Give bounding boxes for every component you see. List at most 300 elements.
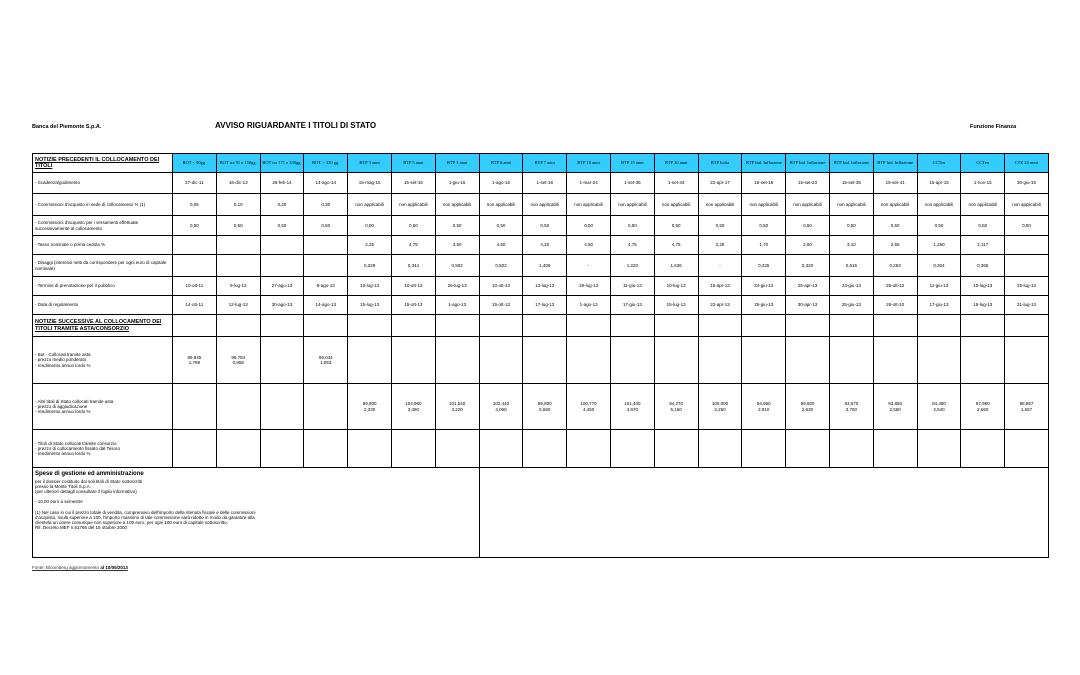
table-cell: non applicabili (391, 194, 435, 216)
table-cell: 0,304 (917, 255, 961, 277)
table-cell: 26-feb-14 (260, 173, 304, 194)
table-cell: non applicabili (348, 194, 392, 216)
table-cell (1005, 337, 1049, 384)
cell-yield: 3,490 (407, 406, 420, 412)
row-label: - Data di regolamento (33, 296, 173, 315)
table-cell (216, 384, 260, 430)
table-cell: - (698, 255, 742, 277)
table-cell (873, 315, 917, 337)
cell-price: 99,600 (800, 401, 815, 407)
cell-price: 100,770 (580, 401, 597, 407)
table-cell (917, 384, 961, 430)
table-cell: 17-giu-13 (917, 296, 961, 315)
row-label: - Commissioni d'acquisto in sede di collocamento % (1) (33, 194, 173, 216)
table-cell: 15-set-35 (829, 173, 873, 194)
cell-yield: 4,670 (626, 406, 638, 412)
cell-price: 101,540 (449, 401, 466, 407)
table-cell (348, 384, 392, 430)
table-cell (304, 384, 348, 430)
spese-line: (per ulteriori dettagli consultare il foglio informativo) (35, 489, 137, 495)
table-cell: 24-giu-13 (829, 277, 873, 296)
row-label-line: - prezzo di aggiudicazione (35, 403, 88, 409)
table-cell: 0,328 (348, 255, 392, 277)
table-cell: 0,515 (829, 255, 873, 277)
table-row (33, 337, 1049, 384)
row-label-line: - Altri titoli di Stato collocati tramite asta (35, 398, 114, 404)
table-cell: 0,10 (216, 194, 260, 216)
table-cell: non applicabili (523, 194, 567, 216)
source-date: al 10/05/2013 (100, 565, 128, 570)
table-cell (786, 384, 830, 430)
cell-yield: 3,220 (451, 406, 463, 412)
table-cell (610, 337, 654, 384)
table-cell (173, 337, 217, 384)
table-cell: non applicabili (479, 194, 523, 216)
table-cell: 14-ott-11 (173, 296, 217, 315)
column-header: BTP 30 anni (654, 154, 698, 173)
table-cell: 0,344 (391, 255, 435, 277)
column-header: BOT tra 171 e 330gg. (260, 154, 304, 173)
table-cell (216, 255, 260, 277)
table-row (33, 430, 1049, 468)
cell-price: 94,270 (669, 401, 684, 407)
table-cell (173, 315, 217, 337)
table-cell: 15-ott-13 (479, 296, 523, 315)
table-row (33, 173, 1049, 194)
table-cell: 2,55 (873, 236, 917, 255)
table-cell (786, 430, 830, 468)
table-cell: 0,50 (567, 216, 611, 236)
table-cell (654, 315, 698, 337)
table-cell: 22-apr-17 (698, 173, 742, 194)
table-cell: 4,50 (479, 236, 523, 255)
table-cell: 15-mag-16 (348, 173, 392, 194)
table-cell (742, 430, 786, 468)
table-cell (610, 384, 654, 430)
cell-yield: 0,858 (232, 360, 244, 365)
table-cell: 0,50 (873, 216, 917, 236)
footnote-line: clientela un onere comunque non superiore a 100 euro, per ogni 100 euro di capitale sottoscritto. (35, 519, 228, 525)
cell-price: 99,784 (231, 354, 246, 360)
row-label-line: - rendimento annuo lordo % (35, 451, 91, 457)
table-cell (435, 315, 479, 337)
table-cell (698, 430, 742, 468)
cell-price: 98,857 (1019, 401, 1034, 407)
column-header: BTP 3 anni (348, 154, 392, 173)
cell-yield: 2,250 (714, 406, 726, 412)
table-cell (654, 337, 698, 384)
row-label: - Tasso nominale o prima cedola % (33, 236, 173, 255)
table-cell: non applicabili (829, 194, 873, 216)
column-header: BTP Ind. Inflazione (873, 154, 917, 173)
row-label-line: - Bot - Collocati tramite asta (35, 352, 91, 358)
table-cell: 1,406 (523, 255, 567, 277)
table-cell (479, 384, 523, 430)
table-cell (435, 337, 479, 384)
table-row (33, 255, 1049, 277)
table-cell (829, 337, 873, 384)
row-label-line: - Titoli di Stato collocati tramite consorzio (35, 440, 117, 446)
table-cell: 4,75 (391, 236, 435, 255)
cell-yield: 2,560 (889, 406, 901, 412)
table-cell (1005, 255, 1049, 277)
table-cell (435, 430, 479, 468)
table-cell: 1-set-18 (523, 173, 567, 194)
table-cell: 0,502 (435, 255, 479, 277)
table-cell: 9-lug-13 (216, 277, 260, 296)
column-header: BOT < 90gg. (173, 154, 217, 173)
section1-title: NOTIZIE PRECEDENTI IL COLLOCAMENTO DEI TITOLI (33, 154, 173, 173)
column-header: BTP Ind. Inflazione (786, 154, 830, 173)
table-cell (173, 384, 217, 430)
table-cell: 12-lug-13 (216, 296, 260, 315)
table-cell: non applicabili (610, 194, 654, 216)
table-cell: 0,50 (654, 216, 698, 236)
table-cell: 1,70 (742, 236, 786, 255)
table-cell (391, 384, 435, 430)
cell-price: 102,440 (492, 401, 510, 407)
table-cell (304, 337, 348, 384)
cell-yield: 4,060 (495, 406, 507, 412)
column-header: BTP 5 anni (391, 154, 435, 173)
cell-yield: 1,557 (1020, 406, 1033, 412)
table-cell: 0,50 (742, 216, 786, 236)
table-cell: 22-apr-13 (698, 296, 742, 315)
row-label: - Scadenza/godimento (33, 173, 173, 194)
row-label (33, 430, 173, 468)
table-cell (304, 255, 348, 277)
footnote-line: Rif. Decreto MEF n.61766 del 15 ottobre 2000 (35, 525, 128, 531)
table-cell (1005, 430, 1049, 468)
table-cell: non applicabili (786, 194, 830, 216)
cell-price: 94,480 (932, 401, 946, 407)
table-cell: 2,60 (786, 236, 830, 255)
spese-line: presso la Monte Titoli S.p.A. (35, 484, 92, 490)
cell-yield: 3,750 (845, 406, 857, 412)
table-cell (567, 430, 611, 468)
table-cell: 30-giu-15 (1005, 173, 1049, 194)
table-cell (742, 337, 786, 384)
table-cell: 0,50 (173, 216, 217, 236)
table-cell: 30-apr-13 (786, 296, 830, 315)
table-cell: 15-set-16 (742, 173, 786, 194)
table-cell: 15-apr-15 (917, 173, 961, 194)
table-cell (479, 337, 523, 384)
table-cell: non applicabili (435, 194, 479, 216)
cell-price: 94,960 (756, 401, 771, 407)
cell-price: 99,800 (362, 401, 377, 407)
table-cell (961, 337, 1005, 384)
table-cell: non applicabili (698, 194, 742, 216)
table-cell: 4,75 (654, 236, 698, 255)
table-cell: 11-giu-13 (917, 277, 961, 296)
table-cell: 0,50 (1005, 216, 1049, 236)
table-cell: non applicabili (1005, 194, 1049, 216)
cell-price: 99,845 (187, 354, 202, 360)
cell-price: 101,400 (624, 401, 641, 407)
column-header: BOT > 330 gg. (304, 154, 348, 173)
table-cell: 2,25 (348, 236, 392, 255)
table-cell: 1,250 (917, 236, 961, 255)
table-cell (829, 430, 873, 468)
column-header: BTP 6 anni (479, 154, 523, 173)
table-cell: 1,220 (610, 255, 654, 277)
empty-cell (479, 468, 1048, 558)
column-header: BTP Italia (698, 154, 742, 173)
source-note (32, 565, 128, 570)
table-row (33, 384, 1049, 430)
table-cell: 25-giu-13 (742, 296, 786, 315)
table-cell: 0,50 (829, 216, 873, 236)
table-cell: 11-giu-13 (610, 277, 654, 296)
table-cell: 30-ago-13 (260, 296, 304, 315)
table-cell (391, 315, 435, 337)
table-cell (786, 315, 830, 337)
table-cell: 0,320 (786, 255, 830, 277)
table-cell: 0,50 (698, 216, 742, 236)
table-cell: non applicabili (961, 194, 1005, 216)
spese-title: Spese di gestione ed amministrazione (35, 471, 144, 477)
table-cell (917, 430, 961, 468)
table-cell (523, 337, 567, 384)
table-cell (961, 430, 1005, 468)
cell-price: 99,800 (537, 401, 552, 407)
section2-title: NOTIZIE SUCCESSIVE AL COLLOCAMENTO DEI TITOLI TRAMITE ASTA/CONSORZIO (33, 315, 173, 337)
table-cell (961, 384, 1005, 430)
table-cell (260, 236, 304, 255)
table-cell: 1-ago-16 (479, 173, 523, 194)
column-header: BTP 10 anni (567, 154, 611, 173)
row-label-line: - prezzo di collocamento fissato dal Tesoro (35, 445, 120, 451)
table-cell: 0,50 (610, 216, 654, 236)
table-cell (567, 337, 611, 384)
cell-price: 97,980 (975, 401, 990, 407)
cell-price: 104,960 (405, 401, 422, 407)
table-cell: 24-giu-13 (742, 277, 786, 296)
column-header: CCTeu (917, 154, 961, 173)
table-cell (260, 315, 304, 337)
row-label (33, 337, 173, 384)
table-cell: 17-giu-13 (610, 296, 654, 315)
table-cell: 1,536 (654, 255, 698, 277)
table-cell: 0,50 (260, 216, 304, 236)
table-cell: 10-ott-13 (391, 277, 435, 296)
table-cell: 12-lug-13 (523, 277, 567, 296)
cell-yield: 2,330 (363, 406, 376, 412)
column-header: CTZ 24 mesi (1005, 154, 1049, 173)
table-cell: 1-ago-13 (435, 296, 479, 315)
table-cell: 1-ago-13 (567, 296, 611, 315)
table-cell: 0,50 (348, 216, 392, 236)
table-cell: non applicabili (917, 194, 961, 216)
table-cell (917, 315, 961, 337)
table-cell: 0,50 (786, 216, 830, 236)
column-header: BOT tra 91 e 150gg. (216, 154, 260, 173)
table-cell: 4,75 (610, 236, 654, 255)
cell-price: 99,044 (318, 354, 333, 360)
table-cell (260, 255, 304, 277)
table-cell: 25-apr-13 (786, 277, 830, 296)
table-cell: non applicabili (567, 194, 611, 216)
cell-yield: 1,053 (320, 360, 332, 365)
table-cell (479, 430, 523, 468)
table-cell (260, 337, 304, 384)
table-cell: 1-mar-24 (567, 173, 611, 194)
cell-price: 100,000 (711, 401, 729, 407)
table-cell: 0,30 (304, 194, 348, 216)
column-header: BTP Ind. Inflazione (829, 154, 873, 173)
table-cell: 15-lug-13 (961, 296, 1005, 315)
securities-table (32, 153, 1049, 558)
table-cell (216, 236, 260, 255)
spese-block (33, 468, 480, 558)
table-cell (216, 315, 260, 337)
table-cell: 1-set-35 (610, 173, 654, 194)
row-label: - Termine di prenotazione per il pubblico (33, 277, 173, 296)
table-cell: 27-ago-13 (260, 277, 304, 296)
table-cell: 1-set-44 (654, 173, 698, 194)
table-cell (698, 315, 742, 337)
table-cell: 0,50 (304, 216, 348, 236)
table-cell: 4,25 (523, 236, 567, 255)
table-cell: non applicabili (873, 194, 917, 216)
table-cell: 0,50 (523, 216, 567, 236)
table-cell: 15-ott-13 (391, 296, 435, 315)
table-cell (698, 384, 742, 430)
table-cell: 3,10 (829, 236, 873, 255)
cell-yield: 5,160 (670, 406, 682, 412)
table-cell: 15-set-16 (391, 173, 435, 194)
table-cell (173, 255, 217, 277)
table-cell (742, 315, 786, 337)
cell-yield: 2,660 (977, 406, 989, 412)
table-cell: - (567, 255, 611, 277)
table-cell (610, 315, 654, 337)
table-cell (348, 337, 392, 384)
table-cell: 0,502 (479, 255, 523, 277)
bank-name: Banca del Piemonte S.p.A. (32, 124, 102, 130)
table-cell: 0,50 (479, 216, 523, 236)
table-cell (216, 430, 260, 468)
table-cell: 0,50 (961, 216, 1005, 236)
footnote-line: (1) Nel caso in cui il prezzo totale di vendita, comprensivo dell'importo della ritenuta fiscale e delle commissioni (35, 509, 256, 515)
cell-yield: 4,450 (582, 406, 595, 412)
table-cell (1005, 236, 1049, 255)
table-cell: 0,20 (260, 194, 304, 216)
table-cell: 29-lug-13 (567, 277, 611, 296)
table-cell (348, 315, 392, 337)
table-cell: 0,263 (873, 255, 917, 277)
row-label: - Disaggi (interessi netti da corrispondere per ogni euro di capitale nominale) (33, 255, 173, 277)
table-cell: 16-dic-13 (216, 173, 260, 194)
column-header: BTP Ind. Inflazione (742, 154, 786, 173)
table-row (33, 194, 1049, 216)
footnote-line: d'acquisto, risulti superiore a 100, l'importo massimo di tale commissione sarà ridotto in modo da garantire alla (35, 514, 255, 520)
column-header: CCTeu (961, 154, 1005, 173)
table-cell: 15-lug-13 (348, 296, 392, 315)
department-name: Funzione Finanza (970, 124, 1017, 130)
row-label (33, 384, 173, 430)
table-cell: 0,50 (391, 216, 435, 236)
cell-price: 93,850 (888, 401, 903, 407)
table-cell: 25-giu-13 (829, 296, 873, 315)
table-cell (698, 337, 742, 384)
table-cell (304, 315, 348, 337)
table-cell (523, 430, 567, 468)
table-cell (654, 384, 698, 430)
table-cell (873, 337, 917, 384)
table-cell (567, 315, 611, 337)
cell-yield: 5,550 (539, 406, 551, 412)
table-cell: 14-ago-13 (304, 296, 348, 315)
table-cell (786, 337, 830, 384)
table-cell: 26-lug-13 (435, 277, 479, 296)
row-label-line: - rendimento annuo lordo % (35, 362, 91, 368)
table-cell: 0,50 (216, 216, 260, 236)
spese-line: per il dossier costituito dai soli titoli di Stato sottoscritti (35, 478, 143, 484)
cell-yield: 1,799 (188, 360, 201, 365)
spese-row (33, 468, 1049, 558)
table-row (33, 236, 1049, 255)
table-cell: 10-ott-13 (479, 277, 523, 296)
table-cell: 31-lug-13 (1005, 296, 1049, 315)
table-cell: 25-lug-13 (1005, 277, 1049, 296)
table-cell (742, 384, 786, 430)
table-cell (1005, 315, 1049, 337)
table-cell: 0,365 (961, 255, 1005, 277)
table-cell (610, 430, 654, 468)
table-cell (391, 430, 435, 468)
table-cell: 15-set-41 (873, 173, 917, 194)
cell-yield: 2,630 (801, 406, 814, 412)
table-cell: 0,425 (742, 255, 786, 277)
table-cell: 28-ott-10 (873, 296, 917, 315)
table-cell (260, 430, 304, 468)
table-row (33, 216, 1049, 236)
cell-yield: 2,810 (758, 406, 770, 412)
table-cell: 26-ott-10 (873, 277, 917, 296)
spese-fee: - 10,00 euro a semestre (35, 499, 83, 505)
page-title: AVVISO RIGUARDANTE I TITOLI DI STATO (215, 121, 377, 130)
table-row (33, 277, 1049, 296)
table-cell: 10-lug-13 (961, 277, 1005, 296)
table-cell: 4,50 (567, 236, 611, 255)
table-cell (173, 430, 217, 468)
table-cell: 2,117 (961, 236, 1005, 255)
table-cell (435, 384, 479, 430)
table-cell: 10-lug-13 (654, 277, 698, 296)
cell-yield: 2,540 (933, 406, 945, 412)
table-cell: 3,50 (435, 236, 479, 255)
table-cell: 8-ago-13 (304, 277, 348, 296)
table-cell: 0,05 (173, 194, 217, 216)
cell-price: 93,670 (844, 401, 859, 407)
table-cell: 15-apr-13 (698, 277, 742, 296)
table-cell: 1-giu-16 (435, 173, 479, 194)
header-row (33, 154, 1049, 173)
table-cell: 15-lug-13 (654, 296, 698, 315)
row-label-line: - rendimento annuo lordo % (35, 409, 91, 415)
table-cell (829, 384, 873, 430)
table-cell (348, 430, 392, 468)
table-cell: 1-nov-15 (961, 173, 1005, 194)
table-cell (304, 430, 348, 468)
table-cell: 15-set-23 (786, 173, 830, 194)
section2-row (33, 315, 1049, 337)
table-cell (479, 315, 523, 337)
table-row (33, 296, 1049, 315)
table-cell: 17-lug-13 (523, 296, 567, 315)
